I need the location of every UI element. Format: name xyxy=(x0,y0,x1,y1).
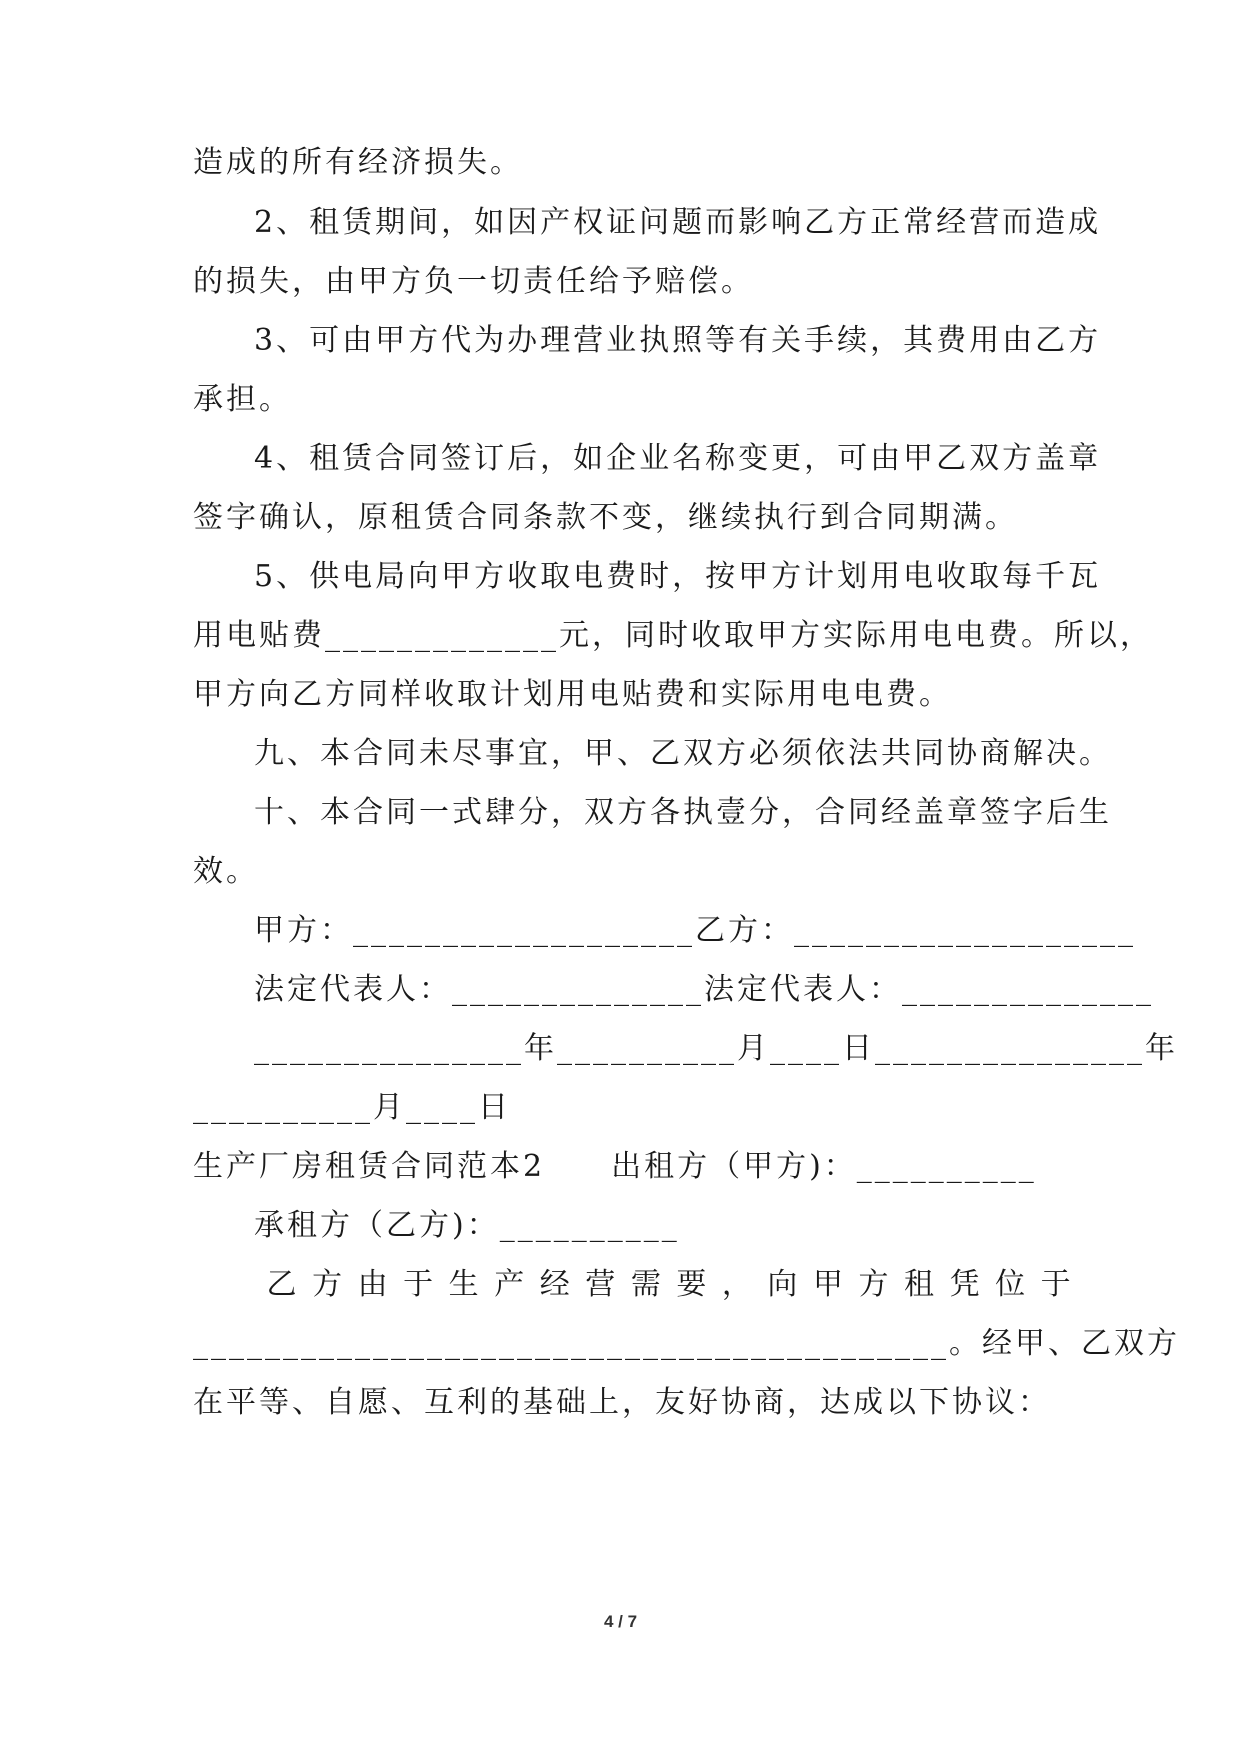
paragraph-line: 十、本合同一式肆分，双方各执壹分，合同经盖章签字后生 xyxy=(254,795,1112,830)
paragraph-line: 4、租赁合同签订后，如企业名称变更，可由甲乙双方盖章 xyxy=(254,441,1102,476)
paragraph-line: 的损失，由甲方负一切责任给予赔偿。 xyxy=(193,264,754,299)
signature-line-party: 甲方：___________________乙方：___________________ xyxy=(254,913,1136,948)
paragraph-line: 造成的所有经济损失。 xyxy=(193,145,523,180)
paragraph-line: __________________________________________。经甲、乙双方 xyxy=(193,1326,1180,1361)
paragraph-line: 5、供电局向甲方收取电费时，按甲方计划用电收取每千瓦 xyxy=(254,559,1102,594)
signature-line-representative: 法定代表人：______________法定代表人：______________ xyxy=(254,972,1154,1007)
paragraph-line: 效。 xyxy=(193,854,259,889)
paragraph-line: 3、可由甲方代为办理营业执照等有关手续，其费用由乙方 xyxy=(254,323,1102,358)
paragraph-line: 承担。 xyxy=(193,382,292,417)
paragraph-line: 甲方向乙方同样收取计划用电贴费和实际用电电费。 xyxy=(193,677,952,712)
signature-line-date: _______________年__________月____日_______________年 xyxy=(254,1031,1178,1066)
page-number: 4 / 7 xyxy=(603,1612,638,1631)
paragraph-line: 在平等、自愿、互利的基础上，友好协商，达成以下协议： xyxy=(193,1385,1051,1420)
paragraph-line: 签字确认，原租赁合同条款不变，继续执行到合同期满。 xyxy=(193,500,1018,535)
contract-heading-line: 生产厂房租赁合同范本2 出租方（甲方)：__________ xyxy=(193,1149,1037,1184)
paragraph-line: 乙 方 由 于 生 产 经 营 需 要 ， 向 甲 方 租 凭 位 于 xyxy=(254,1267,1074,1302)
paragraph-line: 九、本合同未尽事宜，甲、乙双方必须依法共同协商解决。 xyxy=(254,736,1112,771)
paragraph-line: 用电贴费_____________元，同时收取甲方实际用电电费。所以， xyxy=(193,618,1153,653)
paragraph-line: 2、租赁期间，如因产权证问题而影响乙方正常经营而造成 xyxy=(254,205,1102,240)
paragraph-line: 承租方（乙方)：__________ xyxy=(254,1208,680,1243)
signature-line-date: __________月____日 xyxy=(193,1090,511,1125)
